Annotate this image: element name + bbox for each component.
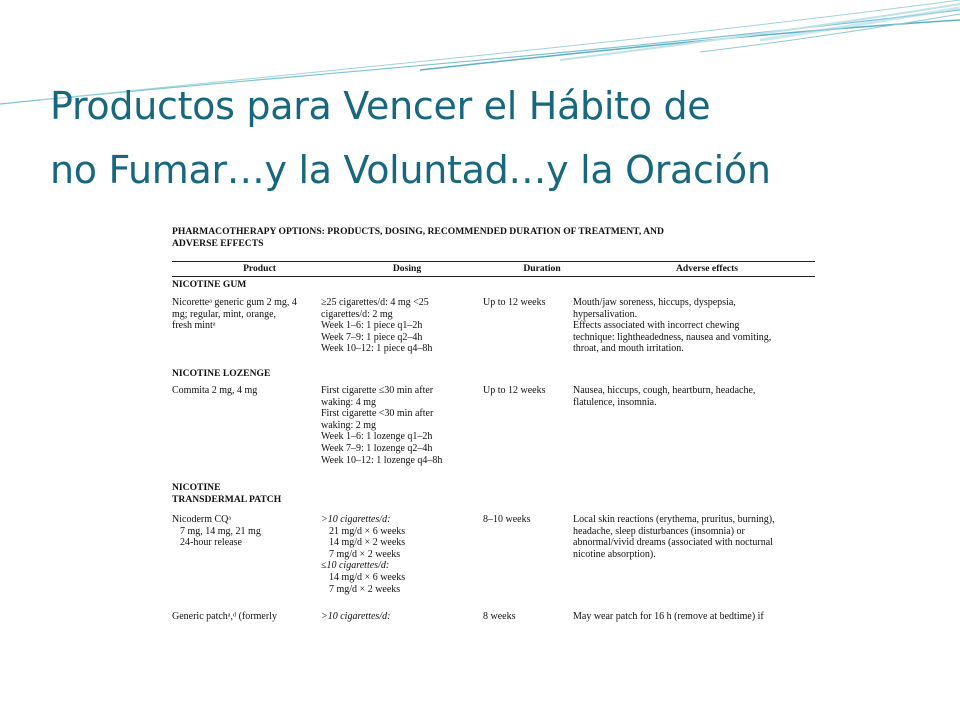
lozenge-product-cell: Commita 2 mg, 4 mg <box>172 385 258 396</box>
section-heading-nicotine-transdermal-patch: NICOTINE TRANSDERMAL PATCH <box>172 482 282 505</box>
pharmacotherapy-table-image <box>135 214 825 652</box>
table-heading-line-2: ADVERSE EFFECTS <box>172 238 264 249</box>
generic-patch-duration-cell: 8 weeks <box>483 611 516 622</box>
lozenge-duration-cell: Up to 12 weeks <box>483 385 546 396</box>
gum-adverse-effects-cell: Mouth/jaw soreness, hiccups, dyspepsia, hypersalivation. Effects associated with incorrect chewing technique: lightheadedness, nausea and vomiting, throat, and mouth irritation. <box>573 297 772 355</box>
gum-product-cell: Nicoretteᵃ generic gum 2 mg, 4 mg; regular, mint, orange, fresh mintᵃ <box>172 297 297 332</box>
section-heading-nicotine-gum: NICOTINE GUM <box>172 279 247 290</box>
column-header-adverse-effects: Adverse effects <box>675 263 739 274</box>
slide-title <box>50 74 930 202</box>
nicoderm-duration-cell: 8–10 weeks <box>483 514 531 525</box>
section-heading-nicotine-lozenge: NICOTINE LOZENGE <box>172 368 271 379</box>
column-header-dosing: Dosing <box>392 263 422 274</box>
table-heading <box>172 226 812 250</box>
generic-patch-dosing-cell: >10 cigarettes/d: <box>321 611 391 622</box>
gum-duration-cell: Up to 12 weeks <box>483 297 546 308</box>
generic-patch-adverse-effects-cell: May wear patch for 16 h (remove at bedtime) if <box>573 611 764 622</box>
table-heading-line-1: PHARMACOTHERAPY OPTIONS: PRODUCTS, DOSING, RECOMMENDED DURATION OF TREATMENT, AND <box>172 226 664 237</box>
generic-patch-product-cell: Generic patchᵃ,ᵈ (formerly <box>172 611 277 622</box>
column-header-duration: Duration <box>523 263 561 274</box>
nicoderm-dosing-cell: >10 cigarettes/d: 21 mg/d × 6 weeks 14 mg/d × 2 weeks 7 mg/d × 2 weeks ≤10 cigarettes/d: 14 mg/d × 6 weeks 7 mg/d × 2 weeks <box>321 514 406 595</box>
slide-title-line-1: Productos para Vencer el Hábito de <box>50 84 711 128</box>
nicoderm-product-cell: Nicoderm CQᵃ 7 mg, 14 mg, 21 mg 24-hour release <box>172 514 261 549</box>
slide-title-line-2: no Fumar…y la Voluntad…y la Oración <box>50 148 771 192</box>
lozenge-adverse-effects-cell: Nausea, hiccups, cough, heartburn, headache, flatulence, insomnia. <box>573 385 756 408</box>
gum-dosing-cell: ≥25 cigarettes/d: 4 mg <25 cigarettes/d: 2 mg Week 1–6: 1 piece q1–2h Week 7–9: 1 piece q2–4h Week 10–12: 1 piece q4–8h <box>321 297 433 355</box>
column-header-product: Product <box>243 263 276 274</box>
nicoderm-adverse-effects-cell: Local skin reactions (erythema, pruritus, burning), headache, sleep disturbances (insomnia) or abnormal/vivid dreams (associated with nocturnal nicotine absorption). <box>573 514 775 560</box>
table-column-headers <box>172 261 815 277</box>
lozenge-dosing-cell: First cigarette ≤30 min after waking: 4 mg First cigarette <30 min after waking: 2 mg Week 1–6: 1 lozenge q1–2h Week 7–9: 1 lozenge q2–4h Week 10–12: 1 lozenge q4–8h <box>321 385 443 466</box>
